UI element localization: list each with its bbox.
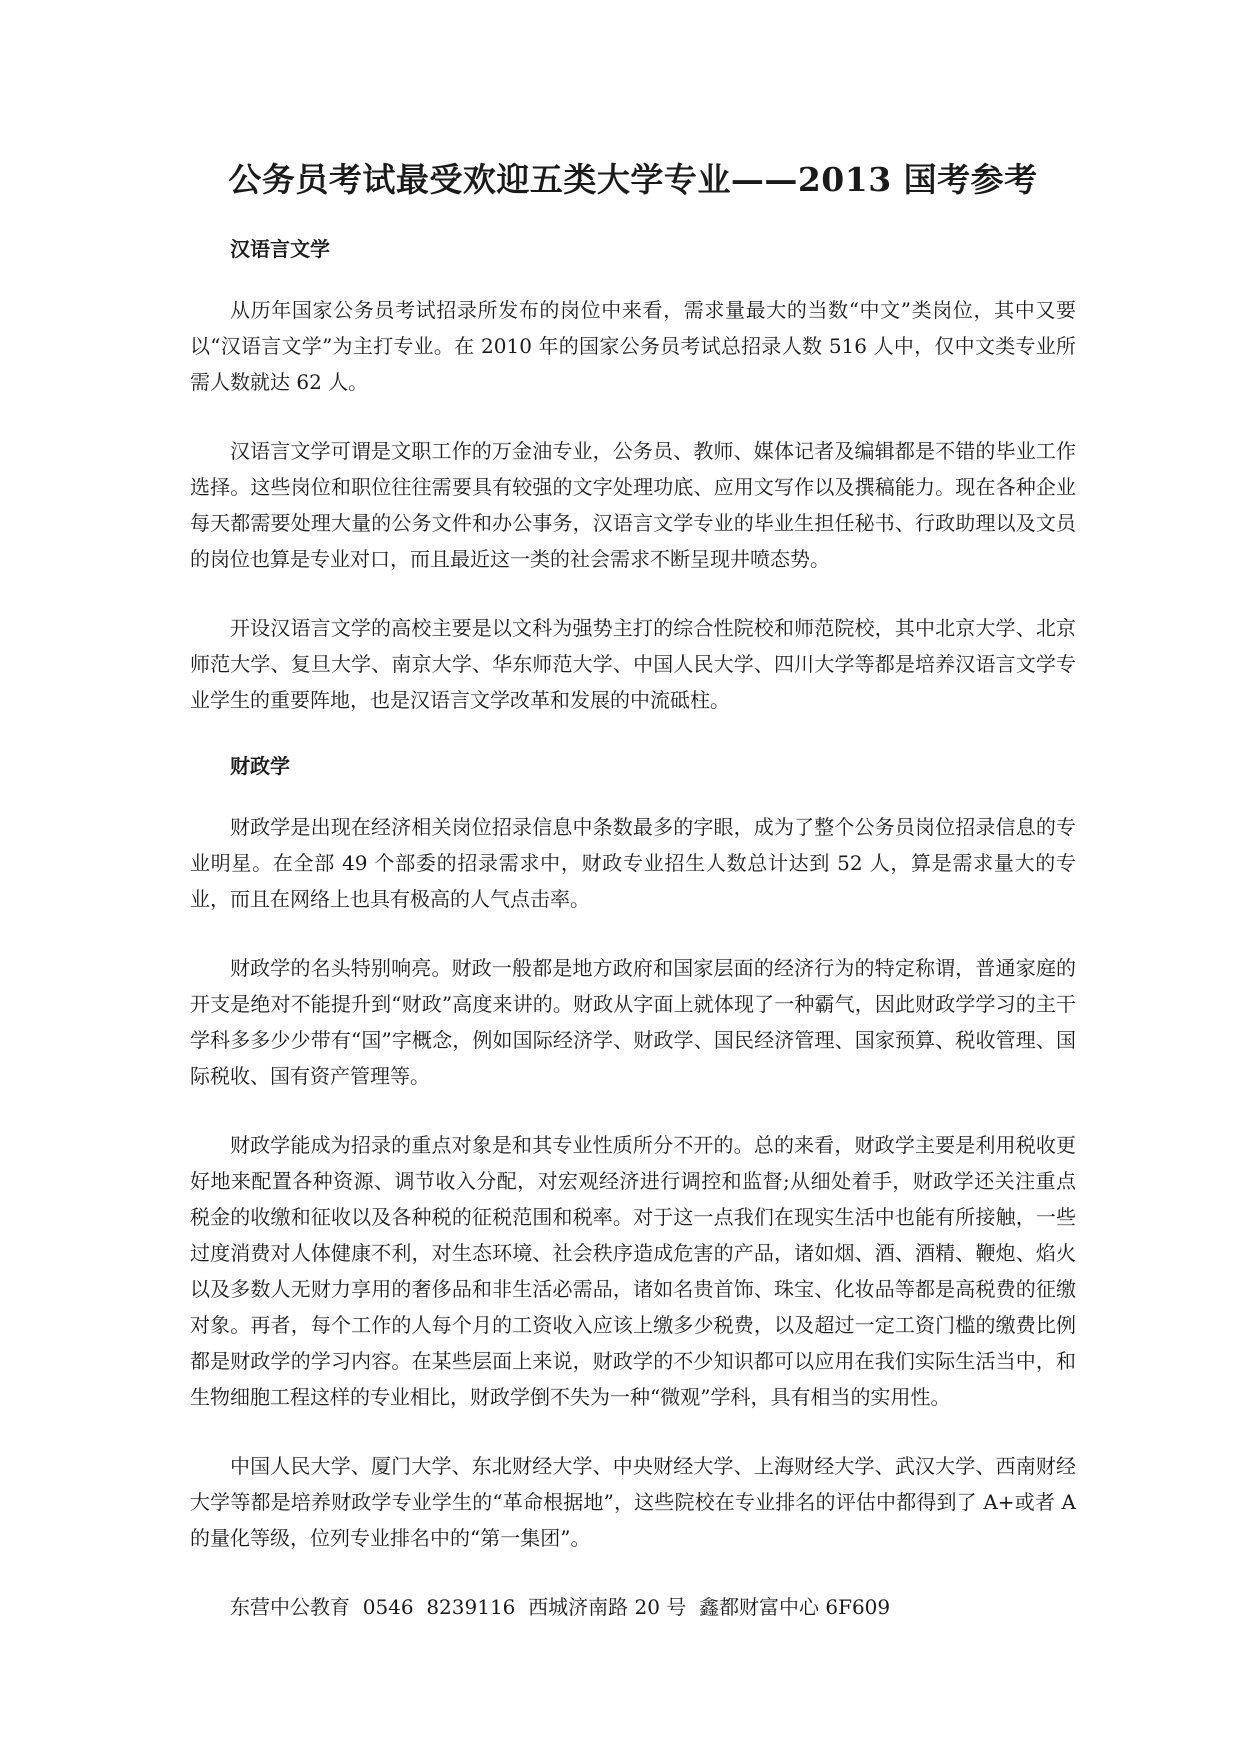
paragraph: 财政学能成为招录的重点对象是和其专业性质所分不开的。总的来看，财政学主要是利用税收更好地来配置各种资源、调节收入分配，对宏观经济进行调控和监督;从细处着手，财政学还关注重点税金的收缴和征收以及各种税的征税范围和税率。对于这一点我们在现实生活中也能有所接触，一些过度消费对人体健康不利，对生态环境、社会秩序造成危害的产品，诸如烟、酒、酒精、鞭炮、焰火以及多数人无财力享用的奢侈品和非生活必需品，诸如名贵首饰、珠宝、化妆品等都是高税费的征缴对象。再者，每个工作的人每个月的工资收入应该上缴多少税费，以及超过一定工资门槛的缴费比例都是财政学的学习内容。在某些层面上来说，财政学的不少知识都可以应用在我们实际生活当中，和生物细胞工程这样的专业相比，财政学倒不失为一种“微观”学科，具有相当的实用性。 (190, 1133, 1076, 1409)
section-heading: 财政学 (230, 754, 290, 778)
section-public-finance (190, 751, 1076, 1556)
page-title: 公务员考试最受欢迎五类大学专业——2013 国考参考 (228, 160, 1038, 199)
paragraph: 开设汉语言文学的高校主要是以文科为强势主打的综合性院校和师范院校，其中北京大学、北京师范大学、复旦大学、南京大学、华东师范大学、中国人民大学、四川大学等都是培养汉语言文学专业学生的重要阵地，也是汉语言文学改革和发展的中流砥柱。 (190, 616, 1076, 712)
paragraph: 财政学是出现在经济相关岗位招录信息中条数最多的字眼，成为了整个公务员岗位招录信息的专业明星。在全部 49 个部委的招录需求中，财政专业招生人数总计达到 52 人，算是需求量大的专业，而且在网络上也具有极高的人气点击率。 (190, 815, 1076, 911)
paragraph: 中国人民大学、厦门大学、东北财经大学、中央财经大学、上海财经大学、武汉大学、西南财经大学等都是培养财政学专业学生的“革命根据地”，这些院校在专业排名的评估中都得到了 A+或者 A 的量化等级，位列专业排名中的“第一集团”。 (190, 1454, 1076, 1550)
paragraph: 从历年国家公务员考试招录所发布的岗位中来看，需求量最大的当数“中文”类岗位，其中又要以“汉语言文学”为主打专业。在 2010 年的国家公务员考试总招录人数 516 人中，仅中文类专业所需人数就达 62 人。 (190, 298, 1076, 394)
document-page (190, 158, 1076, 1625)
section-chinese-literature (190, 234, 1076, 718)
section-heading: 汉语言文学 (230, 237, 330, 261)
contact-footer: 东营中公教育 0546 8239116 西城济南路 20 号 鑫都财富中心 6F609 (230, 1595, 891, 1619)
paragraph: 汉语言文学可谓是文职工作的万金油专业，公务员、教师、媒体记者及编辑都是不错的毕业工作选择。这些岗位和职位往往需要具有较强的文字处理功底、应用文写作以及撰稿能力。现在各种企业每天都需要处理大量的公务文件和办公事务，汉语言文学专业的毕业生担任秘书、行政助理以及文员的岗位也算是专业对口，而且最近这一类的社会需求不断呈现井喷态势。 (190, 439, 1076, 571)
paragraph: 财政学的名头特别响亮。财政一般都是地方政府和国家层面的经济行为的特定称谓，普通家庭的开支是绝对不能提升到“财政”高度来讲的。财政从字面上就体现了一种霸气，因此财政学学习的主干学科多多少少带有“国”字概念，例如国际经济学、财政学、国民经济管理、国家预算、税收管理、国际税收、国有资产管理等。 (190, 956, 1076, 1088)
